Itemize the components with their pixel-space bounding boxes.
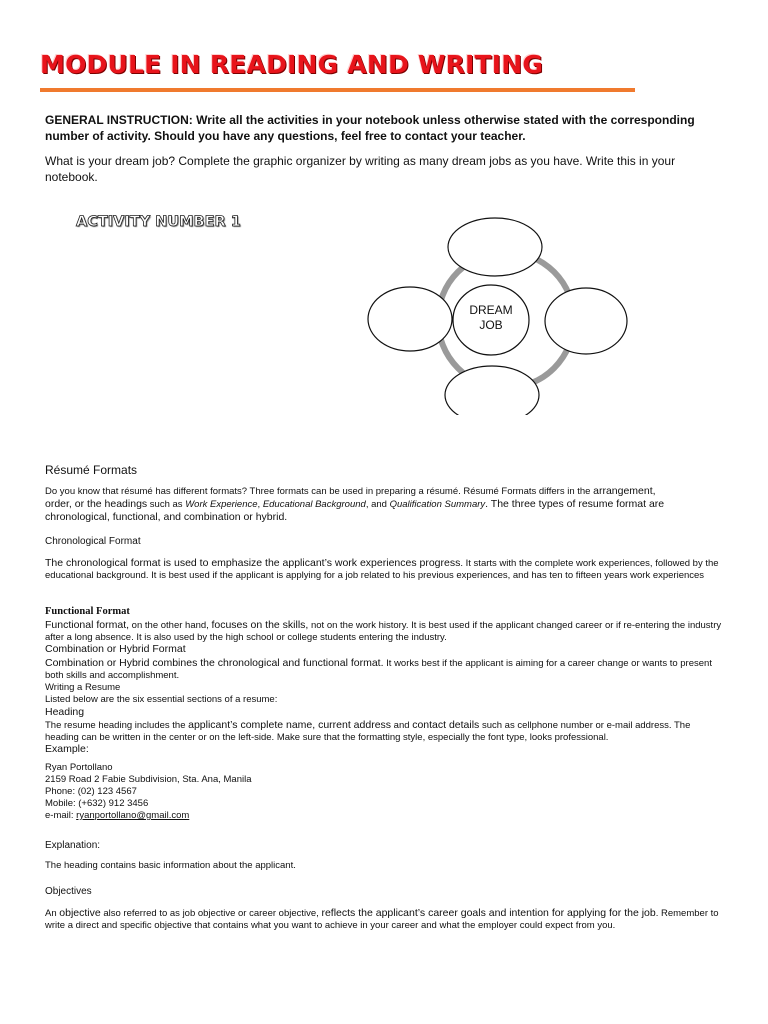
organizer-center-line2: JOB (479, 318, 503, 332)
writing-resume-heading: Writing a Resume (45, 682, 121, 693)
intro-text: , (257, 499, 263, 510)
functional-heading: Functional Format (45, 606, 130, 617)
objectives-text: . Remember to write a direct and specific objective that contains what you want to achieve in your career and what the employer could expect from you. (45, 908, 719, 931)
example-email-label: e-mail: (45, 810, 77, 821)
example-label: Example: (45, 743, 89, 755)
resume-formats-heading: Résumé Formats (45, 463, 138, 477)
organizer-left-bubble[interactable] (368, 287, 452, 351)
functional-text: on the other hand, (129, 620, 212, 631)
combination-lead: Combination or Hybrid combines the chronological and functional format. (45, 657, 384, 669)
example-block (45, 762, 252, 822)
functional-lead: Functional format, (45, 619, 130, 631)
heading-text: and (391, 720, 413, 731)
activity-heading: ACTIVITY NUMBER 1 (76, 214, 241, 230)
intro-text: , and (365, 499, 390, 510)
example-email-link[interactable]: ryanportollano@gmail.com (76, 810, 190, 821)
example-address: 2159 Road 2 Fabie Subdivision, Sta. Ana, Manila (45, 774, 252, 785)
module-title: MODULE IN READING AND WRITING (40, 50, 544, 79)
writing-resume-listed: Listed below are the six essential sections of a resume: (45, 694, 278, 705)
objectives-emphasis: reflects the applicant’s career goals and intention for applying for the job (321, 907, 656, 919)
heading-text: such as cellphone number or e-mail address. The heading can be written in the center or on the left-side. Make sure that the formatting style, especially the font type, looks professional. (45, 720, 691, 743)
organizer-top-bubble[interactable] (448, 218, 542, 276)
intro-emphasis: chronological, functional, and combination or hybrid. (45, 511, 288, 523)
general-instruction: GENERAL INSTRUCTION: Write all the activities in your notebook unless otherwise stated with the corresponding number of activity. Should you have any questions, feel free to contact your teacher. (45, 113, 695, 143)
intro-text: such as (147, 499, 186, 510)
intro-italic: Educational Background (262, 499, 366, 510)
chronological-heading: Chronological Format (45, 536, 141, 547)
intro-emphasis: order, or the headings (45, 498, 148, 510)
heading-section-paragraph (45, 719, 725, 744)
organizer-bottom-bubble[interactable] (445, 366, 539, 415)
heading-emphasis: contact details (412, 719, 480, 731)
intro-emphasis: . The three types of resume format are (485, 498, 665, 510)
chronological-lead: The chronological format is used to emphasize the applicant’s work experiences progress (45, 557, 461, 569)
heading-section-heading: Heading (45, 706, 85, 718)
dream-job-question: What is your dream job? Complete the graphic organizer by writing as many dream jobs as you have. Write this in your notebook. (45, 154, 676, 184)
explanation-label: Explanation: (45, 840, 101, 851)
combination-text: It works best if the applicant is aiming for a career change or wants to present both skills and accomplishment. (45, 658, 712, 681)
heading-emphasis: applicant’s complete name, current address (188, 719, 392, 731)
example-phone: Phone: (02) 123 4567 (45, 786, 137, 797)
objectives-emphasis: objective (59, 907, 101, 919)
dream-job-organizer (360, 215, 640, 415)
objectives-text: also referred to as job objective or career objective, (100, 908, 322, 919)
combination-heading: Combination or Hybrid Format (45, 643, 186, 655)
chronological-text: . It starts with the complete work experiences, followed by the educational background. It is best used if the applicant is applying for a job related to his previous experiences, and has ten to fifteen years work experiences (45, 558, 719, 581)
objectives-heading: Objectives (45, 886, 92, 897)
organizer-center-line1: DREAM (469, 303, 513, 317)
explanation-text: The heading contains basic information about the applicant. (45, 860, 296, 871)
functional-emphasis: focuses on the skills, (211, 619, 309, 631)
objectives-text: An (45, 908, 60, 919)
functional-paragraph (45, 619, 725, 644)
objectives-paragraph (45, 907, 725, 932)
combination-paragraph (45, 657, 725, 682)
resume-formats-intro (45, 485, 725, 524)
example-mobile: Mobile: (+632) 912 3456 (45, 798, 149, 809)
organizer-right-bubble[interactable] (545, 288, 627, 354)
functional-text: not on the work history. It is best used if the applicant changed career or if re-entering the industry after a long absence. It is also used by the high school or college students entering the industry. (45, 620, 722, 643)
example-name: Ryan Portollano (45, 762, 113, 773)
intro-text: Do you know that résumé has different formats? Three formats can be used in preparing a résumé. Résumé Formats differs in the (45, 486, 594, 497)
title-underline (40, 88, 635, 92)
intro-emphasis: arrangement, (593, 485, 656, 497)
heading-text: The resume heading includes the (45, 720, 189, 731)
intro-italic: Work Experience (185, 499, 258, 510)
chronological-paragraph (45, 557, 725, 582)
intro-italic: Qualification Summary (389, 499, 486, 510)
